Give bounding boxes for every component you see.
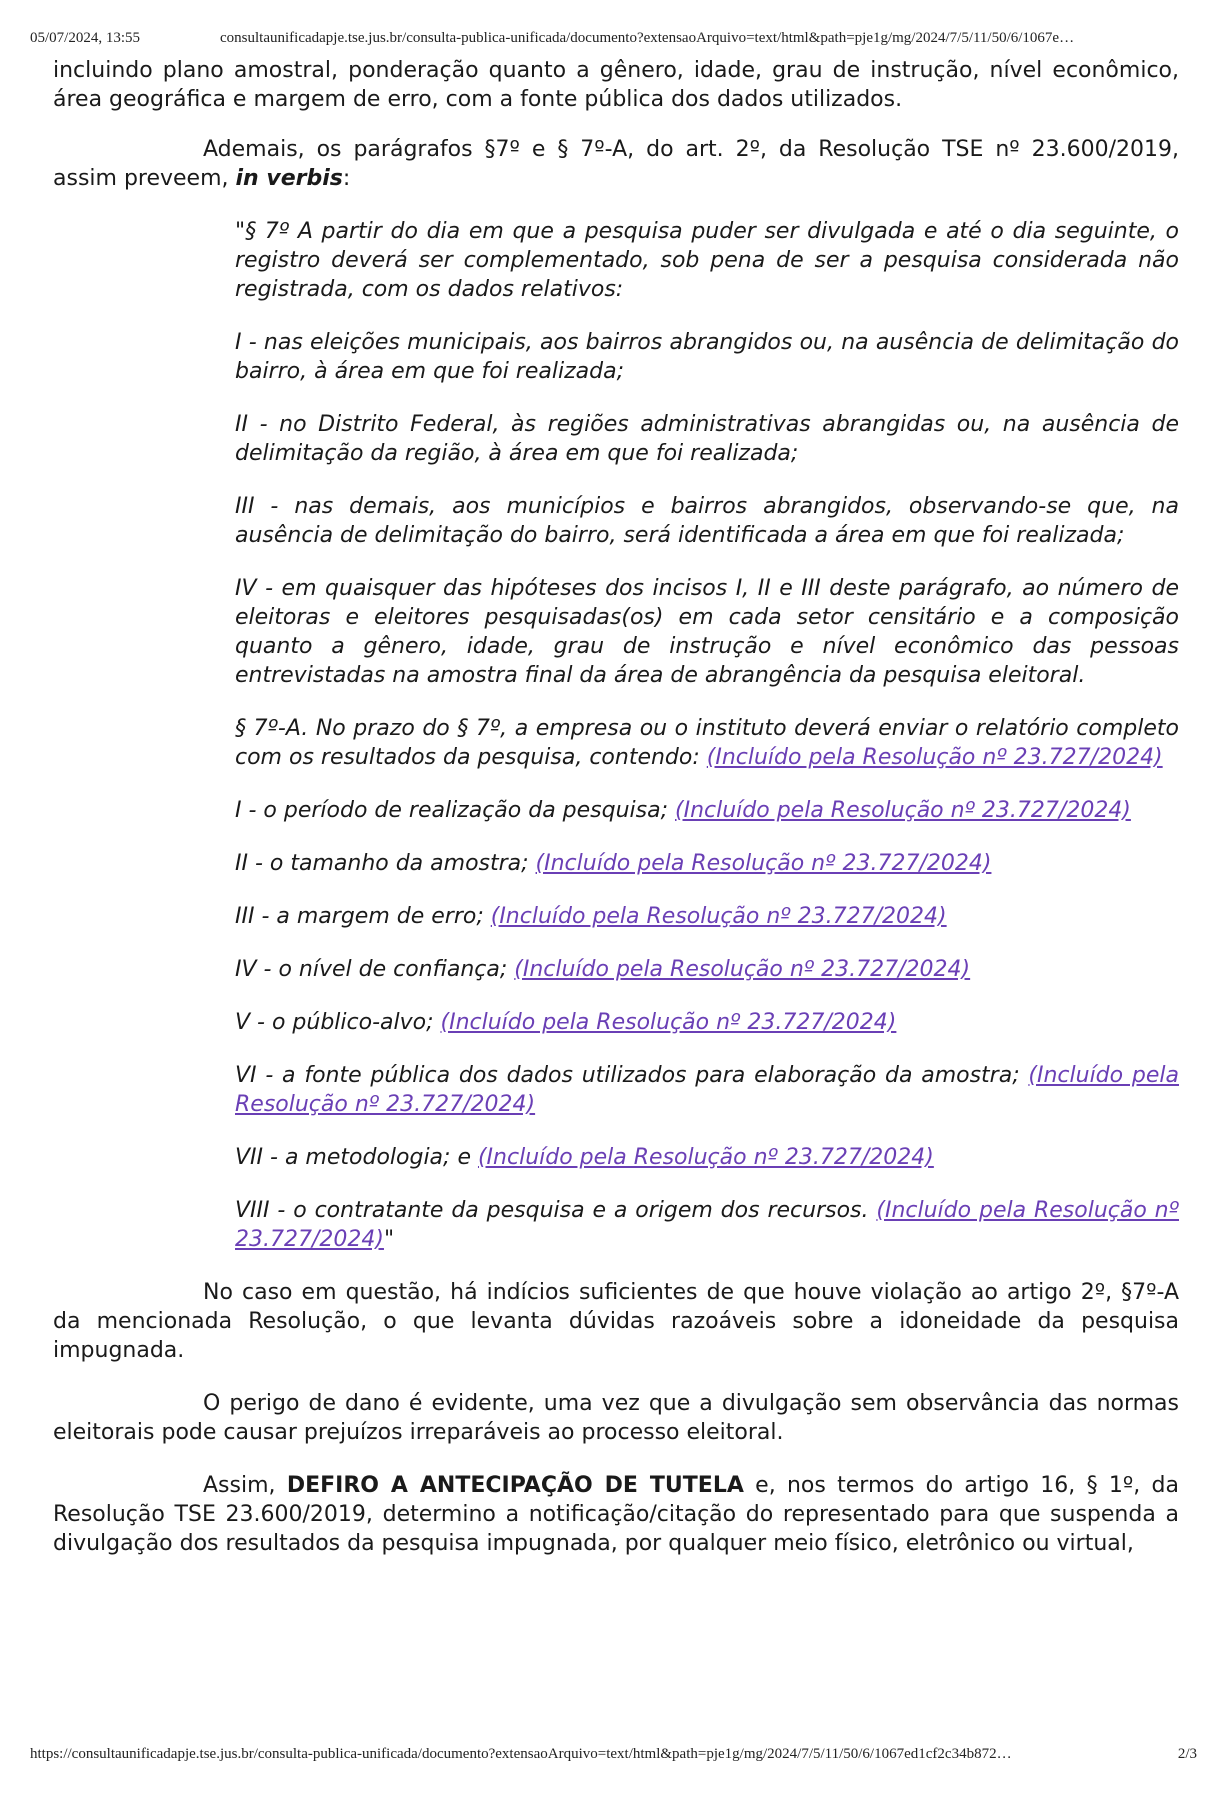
paragraph-ruling-text: e, nos termos do artigo 16, § 1º, da Resolução TSE 23.600/2019, determino a notificação/citação do representado para que suspenda a divulgação dos resultados da pesquisa impugnada, por qualquer meio físico, eletrônico ou virtual, xyxy=(53,1473,1179,1556)
quote-7a-item-vi-text: VI - a fonte pública dos dados utilizados para elaboração da amostra; xyxy=(235,1063,1029,1088)
in-verbis: in verbis xyxy=(235,166,343,191)
paragraph-danger: O perigo de dano é evidente, uma vez que a divulgação sem observância das normas eleitorais pode causar prejuízos irreparáveis ao processo eleitoral. xyxy=(53,1391,1179,1445)
paragraph-moreover-text: Ademais, os parágrafos §7º e § 7º-A, do art. 2º, da Resolução TSE nº 23.600/2019, assim preveem, xyxy=(53,137,1179,191)
paragraph-ruling-start: Assim, xyxy=(203,1473,287,1498)
quote-7a-item-i-text: I - o período de realização da pesquisa; xyxy=(235,798,676,823)
paragraph-violation: No caso em questão, há indícios suficientes de que houve violação ao artigo 2º, §7º-A da mencionada Resolução, o que levanta dúvidas razoáveis sobre a idoneidade da pesquisa impugnada. xyxy=(53,1280,1179,1363)
print-footer xyxy=(30,1746,1197,1768)
paragraph-moreover-colon: : xyxy=(342,166,351,191)
ref-link[interactable]: (Incluído pela Resolução nº 23.727/2024) xyxy=(706,745,1163,770)
paragraph-ruling xyxy=(53,1471,1179,1558)
quote-item-iii: III - nas demais, aos municípios e bairros abrangidos, observando-se que, na ausência de delimitação do bairro, será identificada a área em que foi realizada; xyxy=(235,494,1179,548)
ref-link[interactable]: (Incluído pela Resolução nº 23.727/2024) xyxy=(235,1063,1179,1117)
quote-7a-item-ii xyxy=(235,849,1179,878)
page-number: 2/3 xyxy=(1177,1746,1197,1762)
quote-7a-item-iii-text: III - a margem de erro; xyxy=(235,904,491,929)
print-footer-url: https://consultaunificadapje.tse.jus.br/consulta-publica-unificada/documento?extensaoArquivo=text/html&path=pje1g/mg/2024/7/5/11/50/6/1067ed1cf2c34b872… xyxy=(30,1746,1012,1762)
ref-link[interactable]: (Incluído pela Resolução nº 23.727/2024) xyxy=(477,1145,934,1170)
quote-7a-item-vii xyxy=(235,1143,1179,1172)
ruling-decision: DEFIRO A ANTECIPAÇÃO DE TUTELA xyxy=(286,1473,744,1498)
document-body xyxy=(53,56,1179,1558)
ref-link[interactable]: (Incluído pela Resolução nº 23.727/2024) xyxy=(490,904,947,929)
print-header xyxy=(30,30,1197,52)
quote-7a-item-iv-text: IV - o nível de confiança; xyxy=(235,957,515,982)
quote-7a-item-vi xyxy=(235,1061,1179,1119)
ref-link[interactable]: (Incluído pela Resolução nº 23.727/2024) xyxy=(235,1198,1179,1252)
paragraph-moreover xyxy=(53,135,1179,193)
quote-7a-item-iii xyxy=(235,902,1179,931)
quote-item-i: I - nas eleições municipais, aos bairros abrangidos ou, na ausência de delimitação do bairro, à área em que foi realizada; xyxy=(235,330,1179,384)
quote-7a-item-i xyxy=(235,796,1179,825)
ref-link[interactable]: (Incluído pela Resolução nº 23.727/2024) xyxy=(514,957,971,982)
quote-paragraph-7: "§ 7º A partir do dia em que a pesquisa puder ser divulgada e até o dia seguinte, o registro deverá ser complementado, sob pena de ser a pesquisa considerada não registrada, com os dados relativos: xyxy=(235,219,1179,302)
closing-quote: " xyxy=(383,1227,395,1252)
quote-paragraph-7a-text: § 7º-A. No prazo do § 7º, a empresa ou o instituto deverá enviar o relatório completo com os resultados da pesquisa, contendo: xyxy=(235,716,1179,770)
quote-7a-item-v-text: V - o público-alvo; xyxy=(235,1010,441,1035)
ref-link[interactable]: (Incluído pela Resolução nº 23.727/2024) xyxy=(535,851,992,876)
quote-7a-item-v xyxy=(235,1008,1179,1037)
print-date: 05/07/2024, 13:55 xyxy=(30,30,141,46)
paragraph-sampling-plan: incluindo plano amostral, ponderação quanto a gênero, idade, grau de instrução, nível econômico, área geográfica e margem de erro, com a fonte pública dos dados utilizados. xyxy=(53,58,1179,112)
ref-link[interactable]: (Incluído pela Resolução nº 23.727/2024) xyxy=(440,1010,897,1035)
quote-item-ii: II - no Distrito Federal, às regiões administrativas abrangidas ou, na ausência de delimitação da região, à área em que foi realizada; xyxy=(235,412,1179,466)
ref-link[interactable]: (Incluído pela Resolução nº 23.727/2024) xyxy=(675,798,1131,823)
quote-7a-item-iv xyxy=(235,955,1179,984)
quote-7a-item-viii xyxy=(235,1196,1179,1254)
quote-7a-item-ii-text: II - o tamanho da amostra; xyxy=(235,851,536,876)
quote-paragraph-7a xyxy=(235,714,1179,772)
quote-7a-item-vii-text: VII - a metodologia; e xyxy=(235,1145,478,1170)
quote-item-iv: IV - em quaisquer das hipóteses dos incisos I, II e III deste parágrafo, ao número de eleitoras e eleitores pesquisadas(os) em cada setor censitário e a composição quanto a gênero, idade, grau de instrução e nível econômico das pessoas entrevistadas na amostra final da área de abrangência da pesquisa eleitoral. xyxy=(235,576,1179,688)
print-header-url: consultaunificadapje.tse.jus.br/consulta-publica-unificada/documento?extensaoArquivo=text/html&path=pje1g/mg/2024/7/5/11/50/6/1067e… xyxy=(220,30,1075,46)
quote-7a-item-viii-text: VIII - o contratante da pesquisa e a origem dos recursos. xyxy=(235,1198,877,1223)
